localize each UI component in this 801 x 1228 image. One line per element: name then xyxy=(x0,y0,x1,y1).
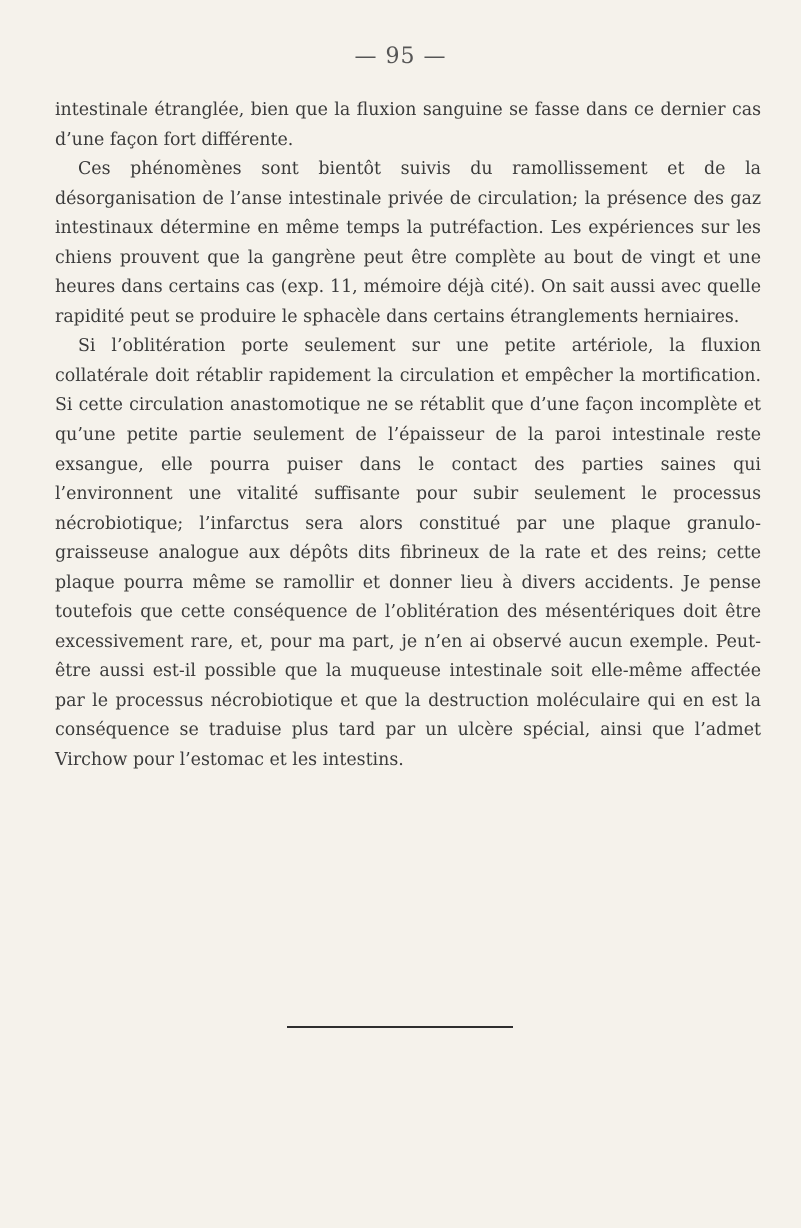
paragraph-continuation: intestinale étranglée, bien que la fluxion sanguine se fasse dans ce dernier cas d’une façon fort différente. xyxy=(55,100,761,150)
body-text xyxy=(55,96,761,776)
page-number-header: — 95 — xyxy=(354,44,447,69)
paragraph-obliteration: Si l’oblitération porte seulement sur une petite artériole, la fluxion collatérale doit rétablir rapidement la circulation et empêcher la mortification. Si cette circulation anastomotique ne se rétablit que d’une façon incomplète et qu’une petite partie seulement de l’épaisseur de la paroi intestinale reste exsangue, elle pourra puiser dans le contact des parties saines qui l’environnent une vitalité suffisante pour subir seulement le processus nécrobiotique; l’infarctus sera alors constitué par une plaque granulo-graisseuse analogue aux dépôts dits fibrineux de la rate et des reins; cette plaque pourra même se ramollir et donner lieu à divers accidents. Je pense toutefois que cette conséquence de l’oblitération des mésentériques doit être excessivement rare, et, pour ma part, je n’en ai observé aucun exemple. Peut-être aussi est-il possible que la muqueuse intestinale soit elle-même affectée par le processus nécrobiotique et que la destruction moléculaire qui en est la conséquence se traduise plus tard par un ulcère spécial, ainsi que l’admet Virchow pour l’estomac et les intestins. xyxy=(55,336,761,771)
paragraph-gangrene: Ces phénomènes sont bientôt suivis du ramollissement et de la désorganisation de l’anse intestinale privée de circulation; la présence des gaz intestinaux détermine en même temps la putréfaction. Les expériences sur les chiens prouvent que la gangrène peut être complète au bout de vingt et une heures dans certains cas (exp. 11, mémoire déjà cité). On sait aussi avec quelle rapidité peut se produire le sphacèle dans certains étranglements herniaires. xyxy=(55,159,761,327)
end-rule-divider xyxy=(287,1026,513,1028)
